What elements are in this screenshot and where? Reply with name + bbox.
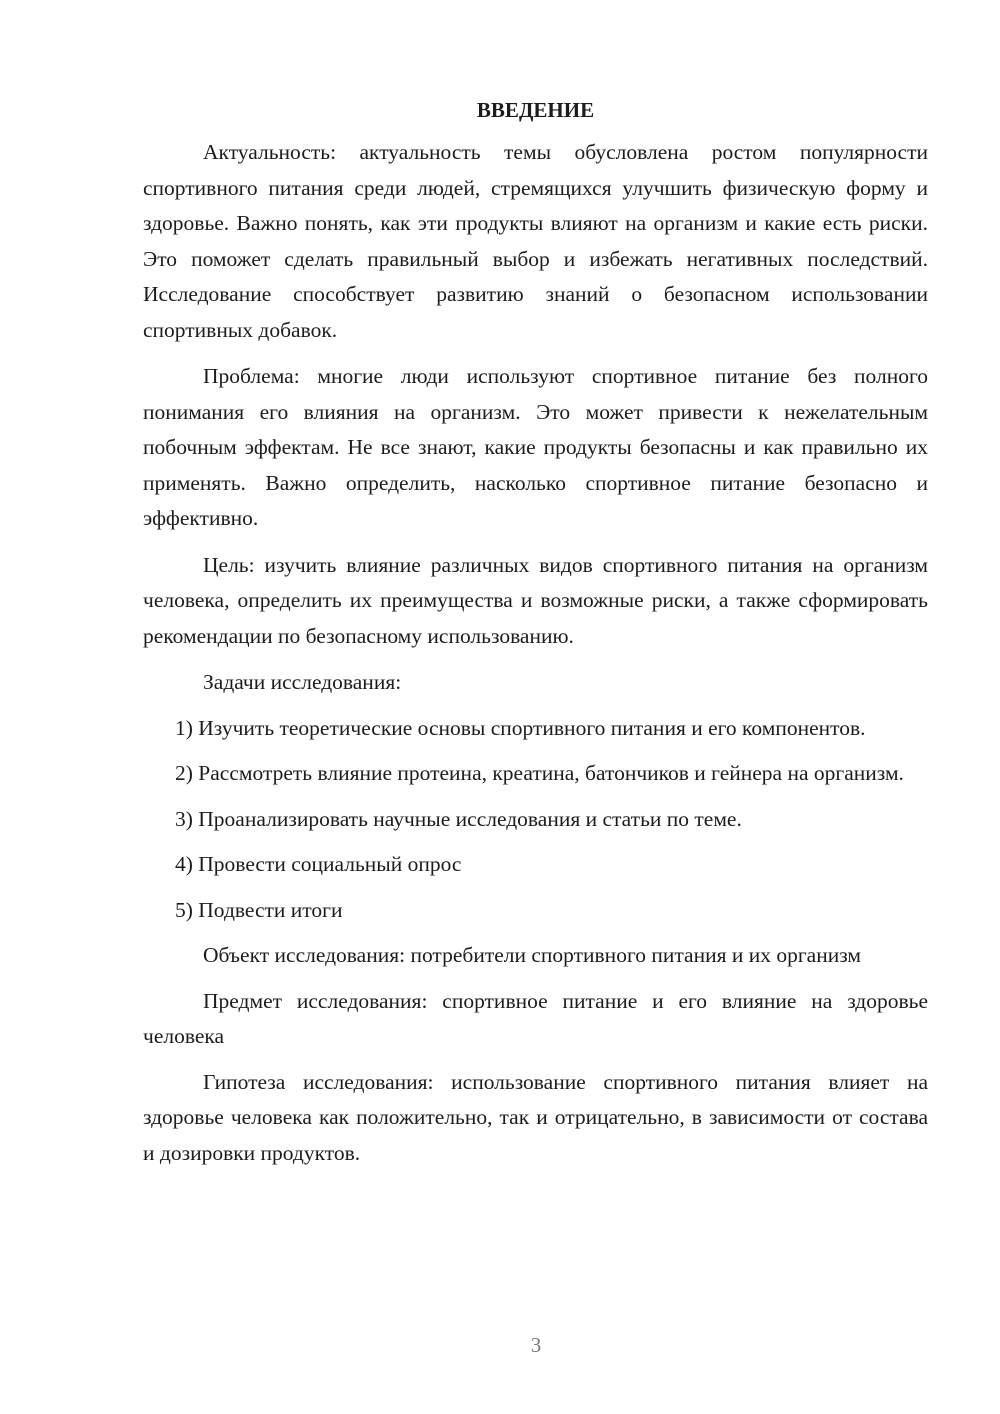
page-number: 3 bbox=[530, 1333, 542, 1357]
problem-paragraph: Проблема: многие люди используют спортивное питание без полного понимания его влияния на организм. Это может привести к нежелательным побочным эффектам. Не все знают, какие продукты безопасны и как правильно их применять. Важно определить, насколько спортивное питание безопасно и эффективно. bbox=[143, 364, 928, 530]
task-item: 1) Изучить теоретические основы спортивного питания и его компонентов. bbox=[175, 715, 866, 740]
task-item: 2) Рассмотреть влияние протеина, креатина, батончиков и гейнера на организм. bbox=[175, 761, 904, 785]
task-item: 4) Провести социальный опрос bbox=[175, 852, 462, 876]
subject-paragraph: Предмет исследования: спортивное питание и его влияние на здоровье человека bbox=[143, 988, 928, 1048]
task-item: 3) Проанализировать научные исследования и статьи по теме. bbox=[175, 806, 742, 831]
tasks-heading: Задачи исследования: bbox=[203, 670, 402, 694]
hypothesis-paragraph: Гипотеза исследования: использование спортивного питания влияет на здоровье человека как положительно, так и отрицательно, в зависимости от состава и дозировки продуктов. bbox=[143, 1069, 928, 1165]
tasks-list bbox=[143, 711, 928, 929]
section-title: ВВЕДЕНИЕ bbox=[476, 98, 595, 122]
object-paragraph: Объект исследования: потребители спортивного питания и их организм bbox=[203, 943, 862, 967]
goal-paragraph: Цель: изучить влияние различных видов спортивного питания на организм человека, определить их преимущества и возможные риски, а также сформировать рекомендации по безопасному использованию. bbox=[143, 552, 928, 648]
relevance-paragraph: Актуальность: актуальность темы обусловлена ростом популярности спортивного питания среди людей, стремящихся улучшить физическую форму и здоровье. Важно понять, как эти продукты влияют на организм и какие есть риски. Это поможет сделать правильный выбор и избежать негативных последствий. Исследование способствует развитию знаний о безопасном использовании спортивных добавок. bbox=[143, 140, 928, 342]
task-item: 5) Подвести итоги bbox=[175, 897, 343, 922]
document-page bbox=[143, 93, 928, 1171]
